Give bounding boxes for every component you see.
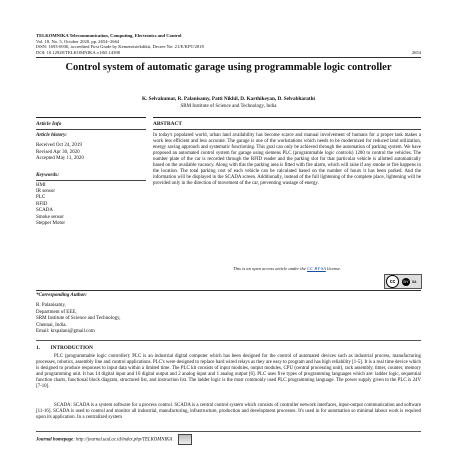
by-icon: BY [403,279,409,284]
paper-title: Control system of automatic garage using programmable logic controller [65,62,392,73]
abstract-heading: ABSTRACT [153,118,421,130]
homepage-label: Journal homepage [36,437,74,443]
keyword: Smoke sensor [36,214,64,220]
footer-divider [36,431,421,432]
accepted-date: Accepted May 11, 2020 [36,156,84,162]
author-department: Department of EEE, [36,309,77,315]
keyword: HMI [36,182,46,188]
introduction-heading: 1. INTRODUCTION [36,345,93,351]
history-heading: Article history: [36,133,67,138]
corresponding-author [36,293,186,335]
keyword: SCADA [36,208,53,214]
keyword: RFID [36,201,48,207]
keywords-heading: Keywords: [36,172,146,181]
cc-icon: cc [386,275,399,288]
open-access-prefix: This is an open access article under the [233,266,308,271]
journal-logo-icon [178,434,192,445]
author-city: Chennai, India. [36,322,67,328]
journal-doi: DOI: 10.12928/TELKOMNIKA.v18i5.14398 [36,49,120,55]
header-divider [36,57,421,58]
journal-name: TELKOMNIKA Telecommunication, Computing, Electronics and Control [36,33,182,38]
author-name: R. Palanisamy, [36,303,66,309]
keyword: PLC [36,195,46,201]
intro-paragraph-1: PLC (programmable logic controller): PLC is an industrial digital computer which has been designed for the control of automated devices such as industrial process, manufacturing processes, robotics, assembly line and control applications. PLC's were designed to replace hard wired relays as they are easy to program and has high reliability [1-5]. It is a real time device which is designed to produce responses to input data within a limited time. The PLC kit consists of input modules, output modules, CPU (central processing unit), rack assembly, timer, counter, memory and programming unit. It has 14 digital input and 10 digital output and 2 analog input and 1 analog output [6]. PLC uses five types of programming languages which are: ladder logic, sequential function charts, functional block diagram, structured list, and instruction list. The ladder logic is the most commonly used PLC programming language. The power supply given to the PLC is 24V [7-10]. [36,354,421,389]
intro-paragraph-2: SCADA: SCADA is a system software for a process control. SCADA is a central control system which consists of controller network interfaces, input-output communication and software [11-16]. SCADA is used to control and monitor all industrial, manufacturing, infrastructure, production and development processes. It's used in for automation so minimal labour work is required upon its application. In a centralized system [36,403,421,420]
keyword: IR sensor [36,189,56,195]
open-access-suffix: license. [325,266,341,271]
affiliation: SRM Institute of Science and Technology, India [180,104,277,109]
journal-issn: ISSN: 1693-6930, accredited First Grade by Kemenristekdikti, Decree No: 21/E/KPT/2018 [36,44,204,50]
corresponding-heading: *Corresponding Author: [36,293,87,298]
journal-header [36,33,421,55]
revised-date: Revised Apr 30, 2020 [36,149,80,155]
cc-license-badge[interactable] [384,274,422,289]
homepage-url[interactable]: http://journal.uad.ac.id/index.php/TELKOMNIKA [75,437,173,443]
page-number: 2654 [411,49,421,55]
article-info-heading: Article Info [36,118,146,130]
section-divider [36,340,421,341]
info-divider [36,290,421,291]
keyword: Stepper Motor [36,221,66,227]
article-info-panel [36,117,146,227]
author-email[interactable]: Email: krspalani@gmail.com [36,329,95,335]
abstract-text: In today's populated world, urban land availability has become scarce and manual involvement of humans for a proper task makes a work less efficient and less accurate. The garage is one of the workstations which needs to be modernized for reduced land utilization, energy saving approach and systematic functioning. This goal can only be achieved through the automation of parking system. We have proposed an automated control system for garage using siemens PLC (programmable logic controls) 1200 to control the vehicles. The number plate of the car is recorded through the RFID reader and the parking slot for that particular vehicle is allotted automatically based on the available vacancy. Along with this the parking area is fitted with fire alarm, which will raise if any smoke or fire happens in the location. The total parking cost of each vehicle can be calculated based on the number of hours it has been parked. And the information will be displayed in the SCADA screen. Additionally, instead of the full lightening of the complete place, lightening will be provided only in the direction of movement of the car, preventing wastage of energy. [153,133,421,186]
license-link[interactable]: CC BY-SA [307,266,326,271]
open-access-note [153,266,421,271]
author-institute: SRM Institute of Science and Technology, [36,316,121,322]
journal-volume: Vol. 18, No. 5, October 2020, pp. 2654~2664 [36,38,120,44]
author-list: K. Selvakumar, R. Palanisamy, Patti Nikhil, D. Karthikeyan, D. Selvabharathi [142,96,315,102]
journal-footer: Journal homepage: http://journal.uad.ac.id/index.php/TELKOMNIKA [36,434,421,445]
received-date: Received Oct 24, 2019 [36,143,82,149]
sa-label: SA [412,279,417,284]
keyword-list [36,183,146,228]
abstract-panel [153,117,421,187]
